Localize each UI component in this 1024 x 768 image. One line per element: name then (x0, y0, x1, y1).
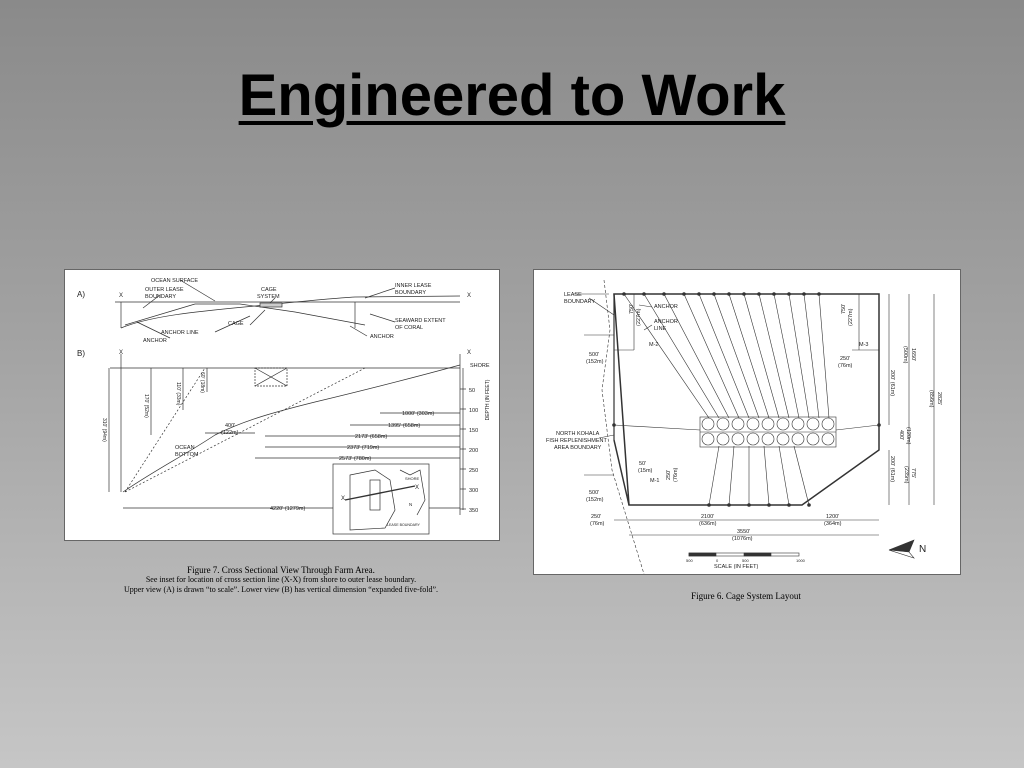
scale-label: SCALE (IN FEET) (714, 564, 759, 570)
dim-250c-1: 250' (591, 514, 602, 520)
north-label: N (919, 544, 927, 555)
label-anchor-right: ANCHOR (370, 334, 394, 340)
depth-tick-250: 250 (469, 468, 479, 474)
dim-1200-2: (364m) (824, 521, 842, 527)
dim-200a: 200' (61m) (889, 370, 895, 397)
dim-750b-1: 750' (841, 303, 847, 314)
label-lease-2: BOUNDARY (564, 299, 596, 305)
dim-60: 60' (18m) (199, 372, 205, 393)
inset-x-right: X (415, 485, 420, 491)
depth-tick-350: 350 (469, 508, 479, 514)
dim-2825-2: (856m) (928, 390, 934, 408)
label-cage: CAGE (228, 321, 244, 327)
depth-tick-100: 100 (469, 408, 479, 414)
dim-750a-2: (227m) (636, 308, 642, 326)
depth-tick-300: 300 (469, 488, 479, 494)
label-nkf-3: AREA BOUNDARY (554, 445, 602, 451)
label-seaward-1: SEAWARD EXTENT (395, 318, 446, 324)
dim-750a-1: 750' (629, 303, 635, 314)
x-marker-a-left: X (119, 293, 124, 299)
dim-500a-1: 500' (589, 352, 600, 358)
dim-3550-1: 3550' (737, 529, 751, 535)
dim-400-1: 400' (898, 430, 904, 441)
dim-50-2: (15m) (638, 468, 653, 474)
dim-775-2: (235m) (903, 466, 909, 484)
label-shore: SHORE (470, 363, 490, 369)
label-lease-1: LEASE (564, 292, 582, 298)
label-nkf-1: NORTH KOHALA (556, 431, 600, 437)
dim-2100-2: (636m) (699, 521, 717, 527)
label-ocean-2: BOTTOM (175, 452, 199, 458)
fig7-caption-line2: See inset for location of cross section line (X-X) from shore to outer lease boundary. (145, 575, 417, 584)
x-marker-b-right: X (467, 350, 472, 356)
fig7-caption-line3: Upper view (A) is drawn “to scale”. Lower view (B) has vertical dimension “expanded five-fold”. (123, 585, 439, 594)
anchor-points (612, 292, 881, 507)
scale-tick-500l: 500 (686, 558, 693, 563)
dim-1200-1: 1200' (826, 514, 840, 520)
depth-tick-150: 150 (469, 428, 479, 434)
dim-170: 170' (52m) (143, 394, 149, 418)
label-ocean-surface: OCEAN SURFACE (151, 278, 199, 284)
inset-lease-label: LEASE BOUNDARY (387, 523, 420, 527)
figure-6-caption: Figure 6. Cage System Layout (691, 591, 801, 601)
dim-500a-2: (152m) (586, 359, 604, 365)
dim-250b-1: 250' (666, 469, 672, 480)
dim-1395: 1395' (658m) (388, 423, 421, 429)
slide-title: Engineered to Work (238, 63, 786, 128)
label-outer-lease-1: OUTER LEASE (145, 287, 184, 293)
dim-775-1: 775' (910, 468, 916, 479)
label-anchor-line-1: ANCHOR (654, 319, 678, 325)
label-m1: M-1 (650, 478, 660, 484)
scale-tick-1000: 1000 (796, 558, 805, 563)
dim-400-2: (122m) (221, 430, 239, 436)
dim-3550-2: (1076m) (732, 536, 753, 542)
dim-400-1: 400' (225, 423, 236, 429)
label-cage-system-2: SYSTEM (257, 294, 280, 300)
figure-7-caption (64, 565, 498, 595)
dim-2573: 2573' (780m) (339, 456, 372, 462)
view-a-label: A) (77, 290, 85, 299)
dim-200b: 200' (61m) (889, 456, 895, 483)
dim-2825-1: 2825' (936, 392, 942, 406)
depth-axis-label: DEPTH (IN FEET) (485, 379, 491, 421)
cross-section-drawing (65, 270, 499, 540)
label-anchor: ANCHOR (654, 304, 678, 310)
dim-750b-2: (227m) (848, 308, 854, 326)
dim-250a-1: 250' (840, 356, 851, 362)
dim-4220: 4220' (1279m) (270, 506, 306, 512)
dim-1000: 1000' (303m) (402, 411, 435, 417)
label-nkf-2: FISH REPLENISHMENT (546, 438, 607, 444)
cage-a (260, 303, 282, 307)
depth-tick-50: 50 (469, 388, 476, 394)
dim-2100-1: 2100' (701, 514, 715, 520)
dim-500b-2: (152m) (586, 497, 604, 503)
cage-circles (702, 418, 834, 445)
dim-250a-2: (76m) (838, 363, 853, 369)
dim-310: 310' (94m) (101, 418, 107, 442)
label-ocean-1: OCEAN (175, 445, 195, 451)
view-b-label: B) (77, 349, 85, 358)
inset-x-left: X (341, 496, 346, 502)
dim-250b-2: (76m) (673, 467, 679, 482)
dim-110: 110' (33m) (175, 382, 181, 406)
figure-6-cage-layout (533, 269, 961, 575)
dim-2173: 2173' (658m) (355, 434, 388, 440)
label-seaward-2: OF CORAL (395, 325, 424, 331)
dim-1650-1: 1650' (910, 348, 916, 362)
inset-shore-label: SHORE (405, 476, 420, 481)
dim-400-2: (120m) (905, 427, 911, 445)
label-anchor-line: ANCHOR LINE (161, 330, 199, 336)
cage-layout-drawing (534, 270, 960, 574)
x-marker-a-right: X (467, 293, 472, 299)
label-anchor-left: ANCHOR (143, 338, 167, 344)
fig7-caption-line1: Figure 7. Cross Sectional View Through Farm Area. (187, 565, 375, 575)
depth-tick-200: 200 (469, 448, 479, 454)
inset-north-label: N (409, 502, 413, 507)
dim-50-1: 50' (639, 461, 647, 467)
scale-tick-0: 0 (716, 558, 719, 563)
dim-500b-1: 500' (589, 490, 600, 496)
figure-7-cross-section (64, 269, 500, 541)
x-marker-b-left: X (119, 350, 124, 356)
label-cage-system-1: CAGE (261, 287, 277, 293)
dim-1650-2: (500m) (902, 346, 908, 364)
scale-tick-500: 500 (742, 558, 749, 563)
label-inner-lease-2: BOUNDARY (395, 290, 427, 296)
dim-2373: 2373' (719m) (347, 445, 380, 451)
dim-250c-2: (76m) (590, 521, 605, 527)
label-m2: M-2 (649, 342, 659, 348)
label-inner-lease-1: INNER LEASE (395, 283, 432, 289)
label-outer-lease-2: BOUNDARY (145, 294, 177, 300)
label-anchor-line-2: LINE (654, 326, 667, 332)
label-m3: M-3 (859, 342, 869, 348)
